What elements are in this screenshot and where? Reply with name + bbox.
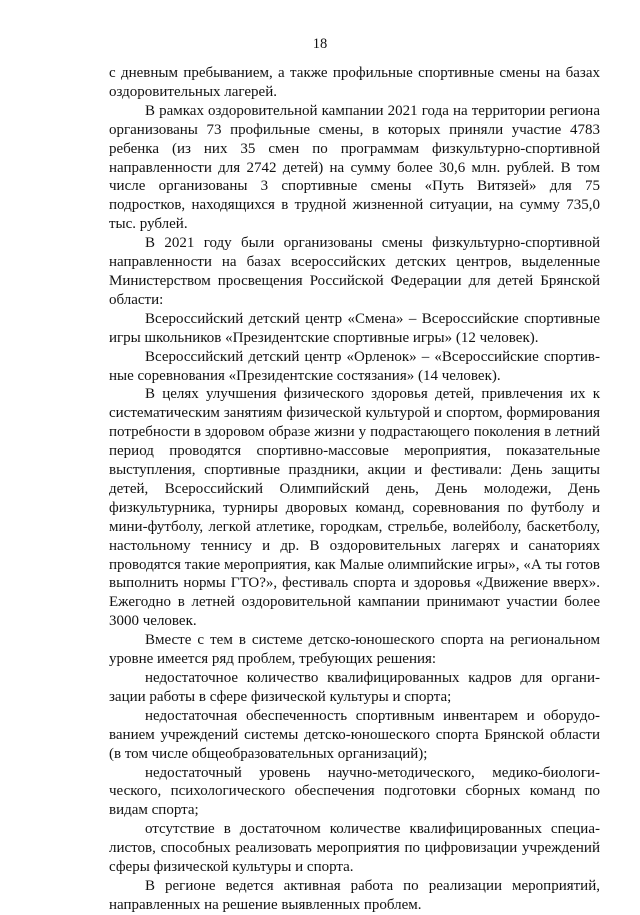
paragraph-2: В рамках оздоровительной кампании 2021 года на территории региона организованы 73 профильные смены, в которых приняли участие 4783 ребенка (из них 35 смен по программам физкультурно-спортивной направленности для 2742 детей) на сумму более 30,6 млн. рублей. В том числе организованы 3 спортивные смены «Путь Витязей» для 75 подростков, находящихся в трудной жизненной ситуации, на сумму 735,0 тыс. рублей. (109, 102, 600, 233)
paragraph-8: недостаточное количество квалифицированных кадров для организации работы в сфере физической культуры и спорта; (109, 670, 600, 705)
paragraph-11: отсутствие в достаточном количестве квалифицированных специалистов, способных реализовать мероприятия по цифровизации учреждений сферы физической культуры и спорта. (109, 821, 600, 876)
paragraph-5: Всероссийский детский центр «Орленок» – «Всероссийские спортивные соревнования «Президентские состязания» (14 человек). (109, 348, 600, 384)
paragraph-10: недостаточный уровень научно-методического, медико-биологического, психологического обеспечения подготовки сборных команд по видам спорта; (109, 764, 600, 819)
paragraph-7: Вместе с тем в системе детско-юношеского спорта на региональном уровне имеется ряд проблем, требующих решения: (109, 632, 600, 668)
paragraph-1: с дневным пребыванием, а также профильные спортивные смены на базах оздоровительных лагерей. (109, 65, 600, 100)
paragraph-12: В регионе ведется активная работа по реализации мероприятий, направленных на решение выявленных проблем. (109, 877, 600, 913)
page-number: 18 (312, 36, 328, 52)
paragraph-3: В 2021 году были организованы смены физкультурно-спортивной направленности на базах всероссийских детских центров, выделенные Министерством просвещения Российской Федерации для детей Брянской области: (109, 235, 600, 308)
document-body (109, 64, 600, 915)
paragraph-6: В целях улучшения физического здоровья детей, привлечения их к систематическим занятиям физической культурой и спортом, формирования потребности в здоровом образе жизни у подрастающего поколения в летний период проводятся спортивно-массовые мероприятия, показательные выступления, спортивные праздники, акции и фестивали: День защиты детей, Всероссийский Олимпийский день, День молодежи, День физкультурника, турниры дворовых команд, соревнования по футболу и мини-футболу, легкой атлетике, городкам, стрельбе, волейболу, баскетболу, настольному теннису и др. В оздоровительных лагерях и санаториях проводятся такие мероприятия, как Малые олимпийские игры», «А ты готов выполнить нормы ГТО?», фестиваль спорта и здоровья «Движение вверх». Ежегодно в летней оздоровительной кампании принимают участии более 3000 человек. (109, 386, 600, 630)
paragraph-9: недостаточная обеспеченность спортивным инвентарем и оборудованием учреждений системы детско-юношеского спорта Брянской области (в том числе общеобразовательных организаций); (109, 707, 600, 762)
paragraph-4: Всероссийский детский центр «Смена» – Всероссийские спортивные игры школьников «Президентские спортивные игры» (12 человек). (109, 310, 600, 346)
